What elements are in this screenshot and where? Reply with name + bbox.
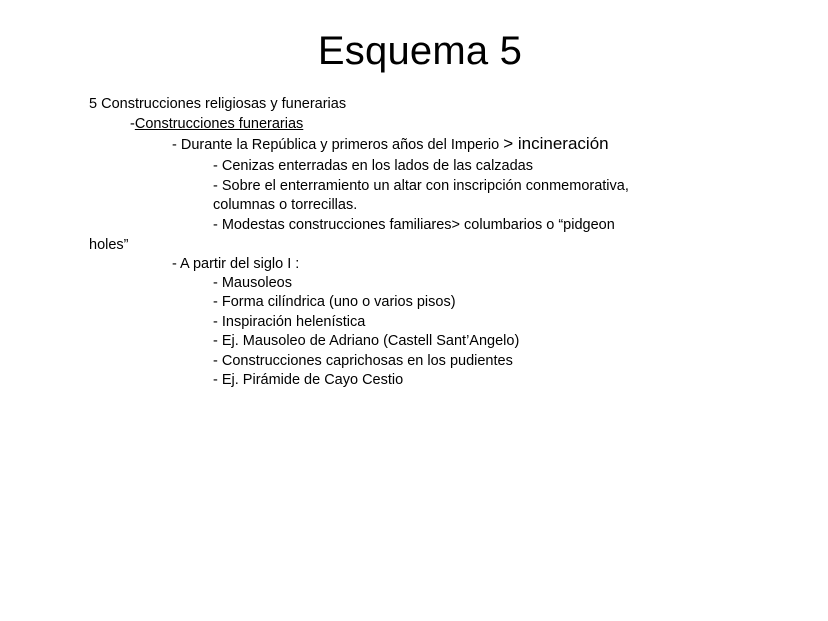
subsection-label: Construcciones funerarias [134, 116, 304, 132]
period-line [172, 135, 609, 154]
subsection-heading [130, 115, 303, 133]
bullet-altar: - Sobre el enterramiento un altar con inscripción conmemorativa, [213, 178, 629, 194]
bullet-construcciones-caprichosas: - Construcciones caprichosas en los pudientes [213, 353, 513, 369]
bullet-mausoleo-adriano: - Ej. Mausoleo de Adriano (Castell Sant’Angelo) [213, 333, 520, 349]
bullet-columbarios: - Modestas construcciones familiares> columbarios o “pidgeon [213, 217, 615, 233]
bullet-altar-continuation: columnas o torrecillas. [213, 197, 358, 213]
bullet-piramide-cestio: - Ej. Pirámide de Cayo Cestio [213, 372, 404, 388]
period-text: - Durante la República y primeros años del Imperio [172, 137, 504, 153]
bullet-forma-cilindrica: - Forma cilíndrica (uno o varios pisos) [213, 294, 456, 310]
bullet-columbarios-continuation: holes” [89, 237, 129, 253]
slide-title: Esquema 5 [317, 29, 523, 73]
period-siglo-i: - A partir del siglo I : [172, 256, 300, 272]
period-result: > incineración [503, 134, 609, 153]
bullet-cenizas: - Cenizas enterradas en los lados de las calzadas [213, 158, 533, 174]
subsection-dash: - [130, 116, 135, 132]
bullet-inspiracion: - Inspiración helenística [213, 314, 366, 330]
bullet-mausoleos: - Mausoleos [213, 275, 292, 291]
section-heading: 5 Construcciones religiosas y funerarias [89, 96, 347, 112]
